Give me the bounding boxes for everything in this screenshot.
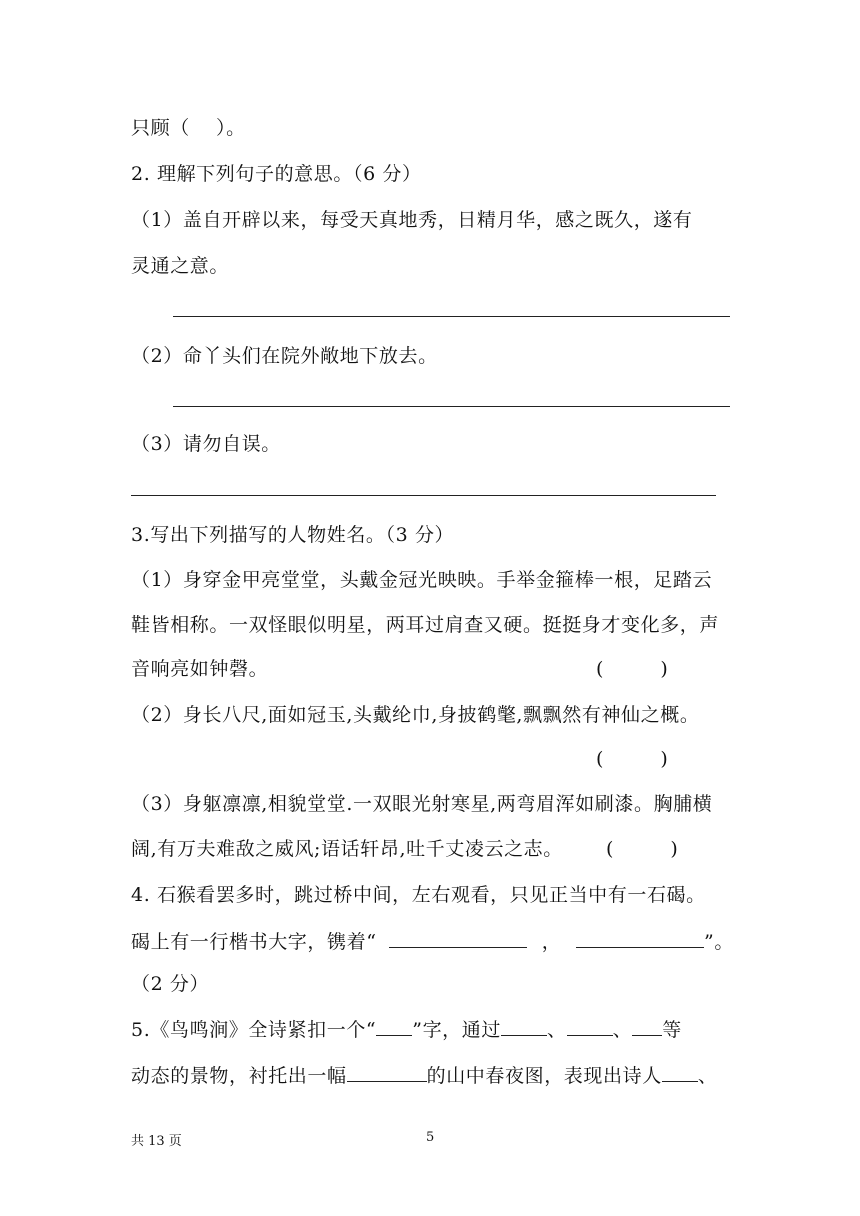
text-fragment: ， <box>541 931 562 953</box>
answer-line[interactable] <box>131 495 716 496</box>
text-line <box>131 1063 717 1088</box>
text-fragment: 、 <box>546 1019 567 1041</box>
text-fragment: 等 <box>662 1019 682 1041</box>
text-line: （2）命丫头们在院外敞地下放去。 <box>131 345 438 367</box>
text-fragment: 、 <box>612 1019 633 1041</box>
text-line: （1）身穿金甲亮堂堂，头戴金冠光映映。手举金箍棒一根，足踏云 <box>131 569 713 591</box>
blank[interactable] <box>567 1017 613 1036</box>
text-fragment: ”。 <box>704 931 734 953</box>
question-heading: 2. 理解下列句子的意思。（6 分） <box>131 163 422 185</box>
text-line <box>131 929 734 954</box>
text-fragment: 5.《鸟鸣涧》全诗紧扣一个“ <box>131 1019 377 1041</box>
blank[interactable] <box>662 1063 698 1082</box>
question-heading: 4. 石猴看罢多时，跳过桥中间，左右观看，只见正当中有一石碣。 <box>131 884 706 906</box>
blank[interactable] <box>347 1063 427 1082</box>
text-line: 只顾（ ）。 <box>131 117 246 139</box>
text-line: （2 分） <box>131 973 210 995</box>
text-fragment: 、 <box>697 1065 718 1087</box>
footer-page-number: 5 <box>426 1130 435 1145</box>
answer-parentheses[interactable]: ( ) <box>596 658 668 680</box>
text-fragment: 动态的景物，衬托出一幅 <box>131 1065 347 1087</box>
text-fragment: 碣上有一行楷书大字，镌着“ <box>131 931 377 953</box>
blank[interactable] <box>389 929 527 948</box>
text-line: 阔,有万夫难敌之威风;语话轩昂,吐千丈凌云之志。 <box>131 838 563 860</box>
text-line: 鞋皆相称。一双怪眼似明星，两耳过肩查又硬。挺挺身才变化多，声 <box>131 614 720 636</box>
blank[interactable] <box>376 1017 412 1036</box>
text-line: （3）身躯凛凛,相貌堂堂.一双眼光射寒星,两弯眉浑如刷漆。胸脯横 <box>131 793 713 815</box>
question-heading: 3.写出下列描写的人物姓名。（3 分） <box>131 524 455 546</box>
answer-line[interactable] <box>173 316 730 317</box>
question-heading <box>131 1017 682 1042</box>
footer-total-pages: 共 13 页 <box>131 1134 182 1149</box>
blank[interactable] <box>576 929 704 948</box>
text-line: 灵通之意。 <box>131 255 230 277</box>
text-fragment: ”字，通过 <box>412 1019 501 1041</box>
text-line: （3）请勿自误。 <box>131 433 281 455</box>
text-line: （2）身长八尺,面如冠玉,头戴纶巾,身披鹤氅,飘飘然有神仙之概。 <box>131 704 700 726</box>
blank[interactable] <box>632 1017 662 1036</box>
answer-line[interactable] <box>173 406 730 407</box>
blank[interactable] <box>501 1017 547 1036</box>
answer-parentheses[interactable]: ( ) <box>596 748 668 770</box>
answer-parentheses[interactable]: ( ) <box>606 838 678 860</box>
text-line: （1）盖自开辟以来，每受天真地秀，日精月华，感之既久，遂有 <box>131 209 693 231</box>
text-fragment: 的山中春夜图，表现出诗人 <box>426 1065 662 1087</box>
text-line: 音响亮如钟磬。 <box>131 658 269 680</box>
